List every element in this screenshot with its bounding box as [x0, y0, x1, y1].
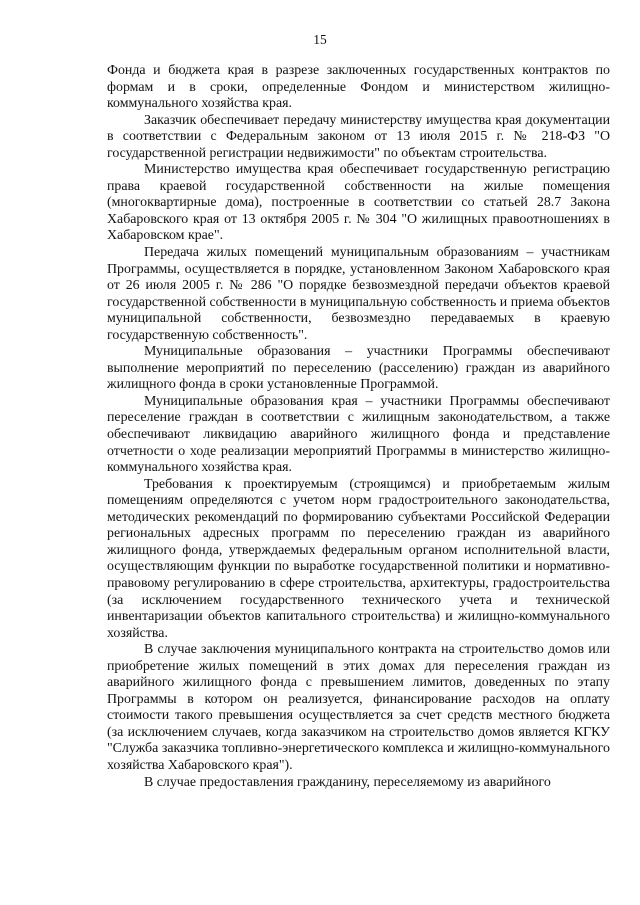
page-number: 15: [313, 32, 327, 47]
paragraph-1: Фонда и бюджета края в разрезе заключенных государственных контрактов по формам и в сроки, определенные Фондом и министерством жилищно-коммунального хозяйства края.: [107, 63, 610, 112]
paragraph-7: Требования к проектируемым (строящимся) и приобретаемым жилым помещениям определяются с учетом норм градостроительного законодательства, методических рекомендаций по формированию субъектами Российской Федерации региональных адресных программ по переселению граждан из аварийного жилищного фонда, утверждаемых федеральным органом исполнительной власти, осуществляющим функции по выработке государственной политики и нормативно-правовому регулированию в сфере строительства, архитектуры, градостроительства (за исключением государственного технического учета и технической инвентаризации объектов капитального строительства) и жилищно-коммунального хозяйства.: [107, 476, 610, 641]
paragraph-6: Муниципальные образования края – участники Программы обеспечивают переселение граждан в соответствии с жилищным законодательством, а также обеспечивают ликвидацию аварийного жилищного фонда и представление отчетности о ходе реализации мероприятий Программы в министерство жилищно-коммунального хозяйства края.: [107, 393, 610, 476]
paragraph-8: В случае заключения муниципального контракта на строительство домов или приобретение жилых помещений в этих домах для переселения граждан из аварийного жилищного фонда с превышением лимитов, доведенных по этапу Программы в котором он реализуется, финансирование расходов на оплату стоимости такого превышения осуществляется за счет средств местного бюджета (за исключением случаев, когда заказчиком на строительство домов является КГКУ "Служба заказчика топливно-энергетического комплекса и жилищно-коммунального хозяйства Хабаровского края").: [107, 642, 610, 773]
paragraph-4: Передача жилых помещений муниципальным образованиям – участникам Программы, осуществляется в порядке, установленном Законом Хабаровского края от 26 июля 2005 г. № 286 "О порядке безвозмездной передачи объектов краевой государственной собственности в муниципальную собственность и приема объектов муниципальной собственности, безвозмездно передаваемых в краевую государственную собственность".: [107, 245, 610, 343]
paragraph-9: В случае предоставления гражданину, переселяемому из аварийного: [144, 774, 551, 790]
paragraph-3: Министерство имущества края обеспечивает государственную регистрацию права краевой государственной собственности на жилые помещения (многоквартирные дома), построенные в соответствии со статьей 28.7 Закона Хабаровского края от 13 октября 2005 г. № 304 "О жилищных правоотношениях в Хабаровском крае".: [107, 162, 610, 244]
paragraph-2: Заказчик обеспечивает передачу министерству имущества края документации в соответствии с Федеральным законом от 13 июля 2015 г. № 218-ФЗ "О государственной регистрации недвижимости" по объектам строительства.: [107, 112, 610, 161]
document-body: [107, 63, 610, 791]
paragraph-5: Муниципальные образования – участники Программы обеспечивают выполнение мероприятий по переселению (расселению) граждан из аварийного жилищного фонда в сроки установленные Программой.: [107, 344, 610, 393]
